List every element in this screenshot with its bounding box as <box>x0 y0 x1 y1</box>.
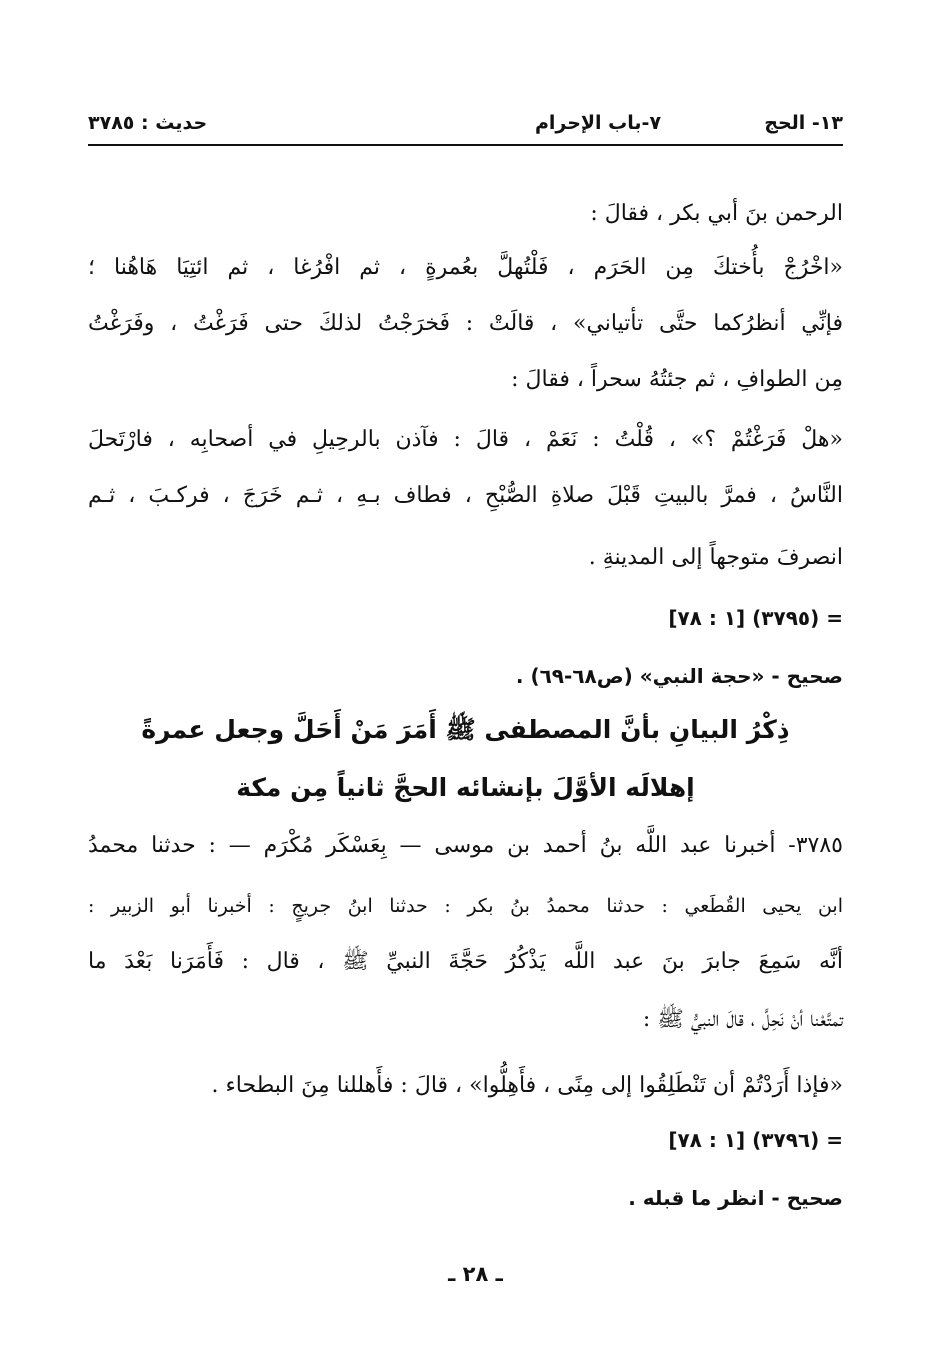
page-header <box>88 108 843 146</box>
text-line: «فإذا أَرَدْتُمْ أن تَنْطَلِقُوا إلى مِنًى ، فأَهِلُّوا» ، قالَ : فأَهللنا مِنَ البطحاء . <box>211 1073 843 1098</box>
chapter-heading-line-1: ذِكْرُ البيانِ بأنَّ المصطفى ﷺ أَمَرَ مَنْ أَحَلَّ وجعل عمرةً <box>141 715 790 744</box>
text-line: أنَّه سَمِعَ جابرَ بنَ عبد اللَّه يَذْكُرُ حَجَّةَ النبيِّ ﷺ ، قال : فَأَمَرَنا بَعْدَ ما <box>88 949 843 974</box>
grading-note: صحيح - «حجة النبي» (ص٦٨-٦٩) . <box>515 664 843 688</box>
chapter-title: ١٣- الحج <box>764 112 843 134</box>
text-line: مِن الطوافِ ، ثم جئتُهُ سحراً ، فقالَ : <box>511 367 843 392</box>
text-line: تمتَّعْنا أنْ نَحِلَّ ، قالَ النبيُّ ﷺ : <box>642 1007 843 1032</box>
text-line: النَّاسُ ، فمرَّ بالبيتِ قَبْلَ صلاةِ الصُّبْحِ ، فطاف بـهِ ، ثـم خَرَجَ ، فركـبَ ، ثـم <box>88 483 843 508</box>
page-number: ـ ٢٨ ـ <box>448 1262 503 1286</box>
chapter-heading-line-2: إهلالَه الأوَّلَ بإنشائه الحجَّ ثانياً مِن مكة <box>236 773 695 802</box>
isnad-line: ٣٧٨٥- أخبرنا عبد اللَّه بنُ أحمد بن موسى — بِعَسْكَر مُكْرَم — : حدثنا محمدُ <box>88 833 843 858</box>
text-line: الرحمن بنَ أبي بكر ، فقالَ : <box>590 201 843 226</box>
text-line: فإنِّي أنظرُكما حتَّى تأتياني» ، قالَتْ : فَخرَجْتُ لذلكَ حتى فَرَغْتُ ، وفَرَغْتُ <box>88 311 843 336</box>
text-line: «هلْ فَرَغْتُمْ ؟» ، قُلْتُ : نَعَمْ ، قالَ : فآذن بالرحِيلِ في أصحابِه ، فارْتَحلَ <box>88 427 843 452</box>
text-line: «اخْرُجْ بأُختكَ مِن الحَرَم ، فَلْتُهلَّ بعُمرةٍ ، ثم افْرُغا ، ثم ائتِيَا هَاهُنا ؛ <box>88 255 844 280</box>
source-reference: = (٣٧٩٦) [١ : ٧٨] <box>668 1128 843 1152</box>
grading-note: صحيح - انظر ما قبله . <box>628 1186 843 1210</box>
isnad-line: ابن يحيى القُطَعي : حدثنا محمدُ بنُ بكر : حدثنا ابنُ جريجٍ : أخبرنا أبو الزبير : <box>88 895 843 917</box>
text-line: انصرفَ متوجهاً إلى المدينةِ . <box>588 545 843 570</box>
hadith-reference: حديث : ٣٧٨٥ <box>88 112 208 134</box>
section-title: ٧-باب الإحرام <box>534 112 662 134</box>
source-reference: = (٣٧٩٥) [١ : ٧٨] <box>668 606 843 630</box>
